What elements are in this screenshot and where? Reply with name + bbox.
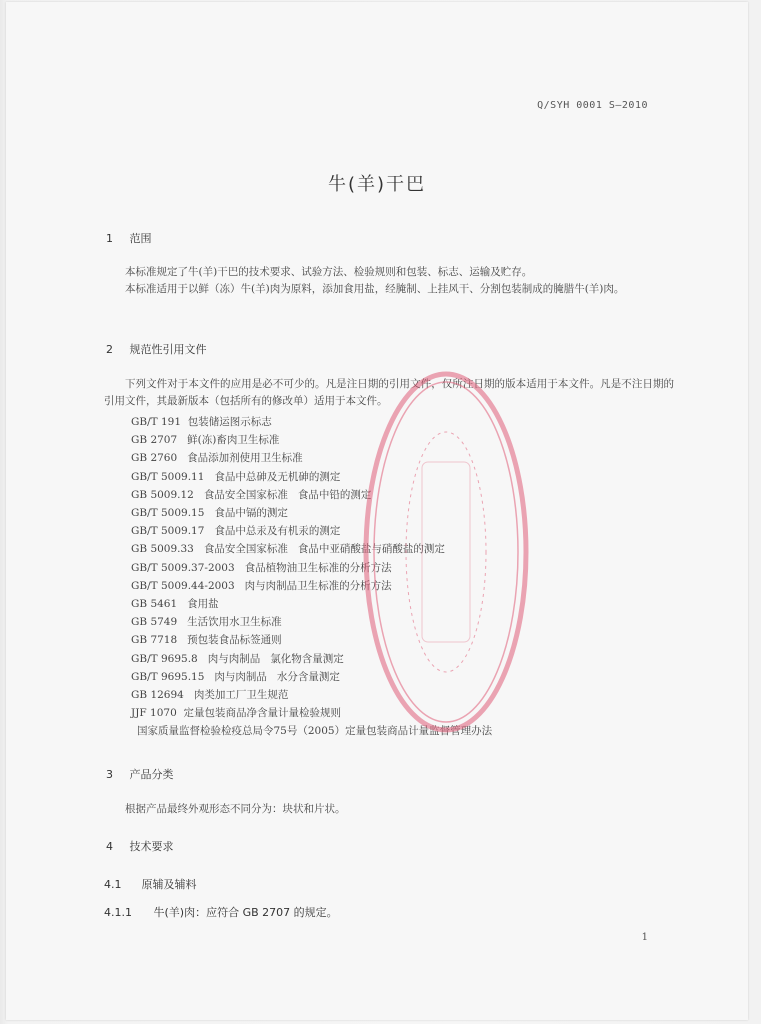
- clause-4-1-1: [104, 904, 338, 920]
- reference-item: GB 7718 预包装食品标签通则: [131, 634, 282, 647]
- reference-item: GB/T 191 包装储运图示标志: [131, 416, 272, 428]
- reference-item: GB/T 9695.8 肉与肉制品 氯化物含量测定: [131, 652, 344, 665]
- section-title: 范围: [129, 232, 152, 245]
- reference-item: GB 5009.12 食品安全国家标准 食品中铅的测定: [131, 488, 372, 501]
- section-title: 产品分类: [129, 768, 174, 781]
- reference-item: GB/T 5009.44-2003 肉与肉制品卫生标准的分析方法: [131, 579, 392, 592]
- page-number: 1: [641, 932, 648, 943]
- section-3-heading: [106, 766, 174, 782]
- subsection-number: 4.1: [104, 878, 122, 891]
- section-title: 规范性引用文件: [129, 343, 207, 356]
- subsection-4-1-heading: [104, 876, 197, 892]
- reference-item: 国家质量监督检验检疫总局令75号（2005）定量包装商品计量监督管理办法: [137, 725, 493, 738]
- section-number: 4: [106, 840, 113, 853]
- section-number: 3: [106, 768, 113, 781]
- reference-item: GB/T 5009.11 食品中总砷及无机砷的测定: [131, 470, 341, 483]
- section-3-paragraph: 根据产品最终外观形态不同分为：块状和片状。: [125, 803, 346, 815]
- section-number: 1: [106, 232, 113, 245]
- section-1-paragraph-1: 本标准规定了牛(羊)干巴的技术要求、试验方法、检验规则和包装、标志、运输及贮存。: [125, 266, 533, 278]
- section-1-heading: [106, 230, 152, 246]
- document-code: Q/SYH 0001 S—2010: [537, 100, 648, 111]
- subsection-title: 原辅及辅料: [141, 878, 197, 891]
- official-seal-stamp: [356, 362, 536, 742]
- reference-item: GB/T 9695.15 肉与肉制品 水分含量测定: [131, 670, 340, 683]
- reference-item: GB/T 5009.37-2003 食品植物油卫生标准的分析方法: [131, 561, 392, 574]
- section-title: 技术要求: [129, 840, 174, 853]
- reference-item: GB/T 5009.15 食品中镉的测定: [131, 507, 288, 520]
- document-page: [6, 2, 748, 1020]
- clause-number: 4.1.1: [104, 906, 132, 919]
- reference-item: GB 5009.33 食品安全国家标准 食品中亚硝酸盐与硝酸盐的测定: [131, 543, 445, 556]
- reference-item: GB 5749 生活饮用水卫生标准: [131, 616, 282, 629]
- document-title: 牛(羊)干巴: [327, 174, 427, 195]
- reference-item: GB 2707 鲜(冻)畜肉卫生标准: [131, 434, 280, 447]
- section-2-heading: [106, 341, 207, 357]
- reference-item: GB 2760 食品添加剂使用卫生标准: [131, 452, 303, 465]
- reference-item: GB 5461 食用盐: [131, 598, 219, 611]
- reference-item: GB 12694 肉类加工厂卫生规范: [131, 689, 289, 702]
- section-4-heading: [106, 838, 174, 854]
- section-2-intro: 下列文件对于本文件的应用是必不可少的。凡是注日期的引用文件，仅所注日期的版本适用于本文件。凡是不注日期的引用文件，其最新版本（包括所有的修改单）适用于本文件。: [104, 378, 674, 407]
- reference-item: JJF 1070 定量包装商品净含量计量检验规则: [131, 707, 341, 720]
- section-number: 2: [106, 343, 113, 356]
- reference-item: GB/T 5009.17 食品中总汞及有机汞的测定: [131, 525, 341, 538]
- clause-text: 牛(羊)肉：应符合 GB 2707 的规定。: [153, 906, 338, 919]
- section-1-paragraph-2: 本标准适用于以鲜（冻）牛(羊)肉为原料，添加食用盐，经腌制、上挂风干、分割包装制成的腌腊牛(羊)肉。: [125, 283, 625, 295]
